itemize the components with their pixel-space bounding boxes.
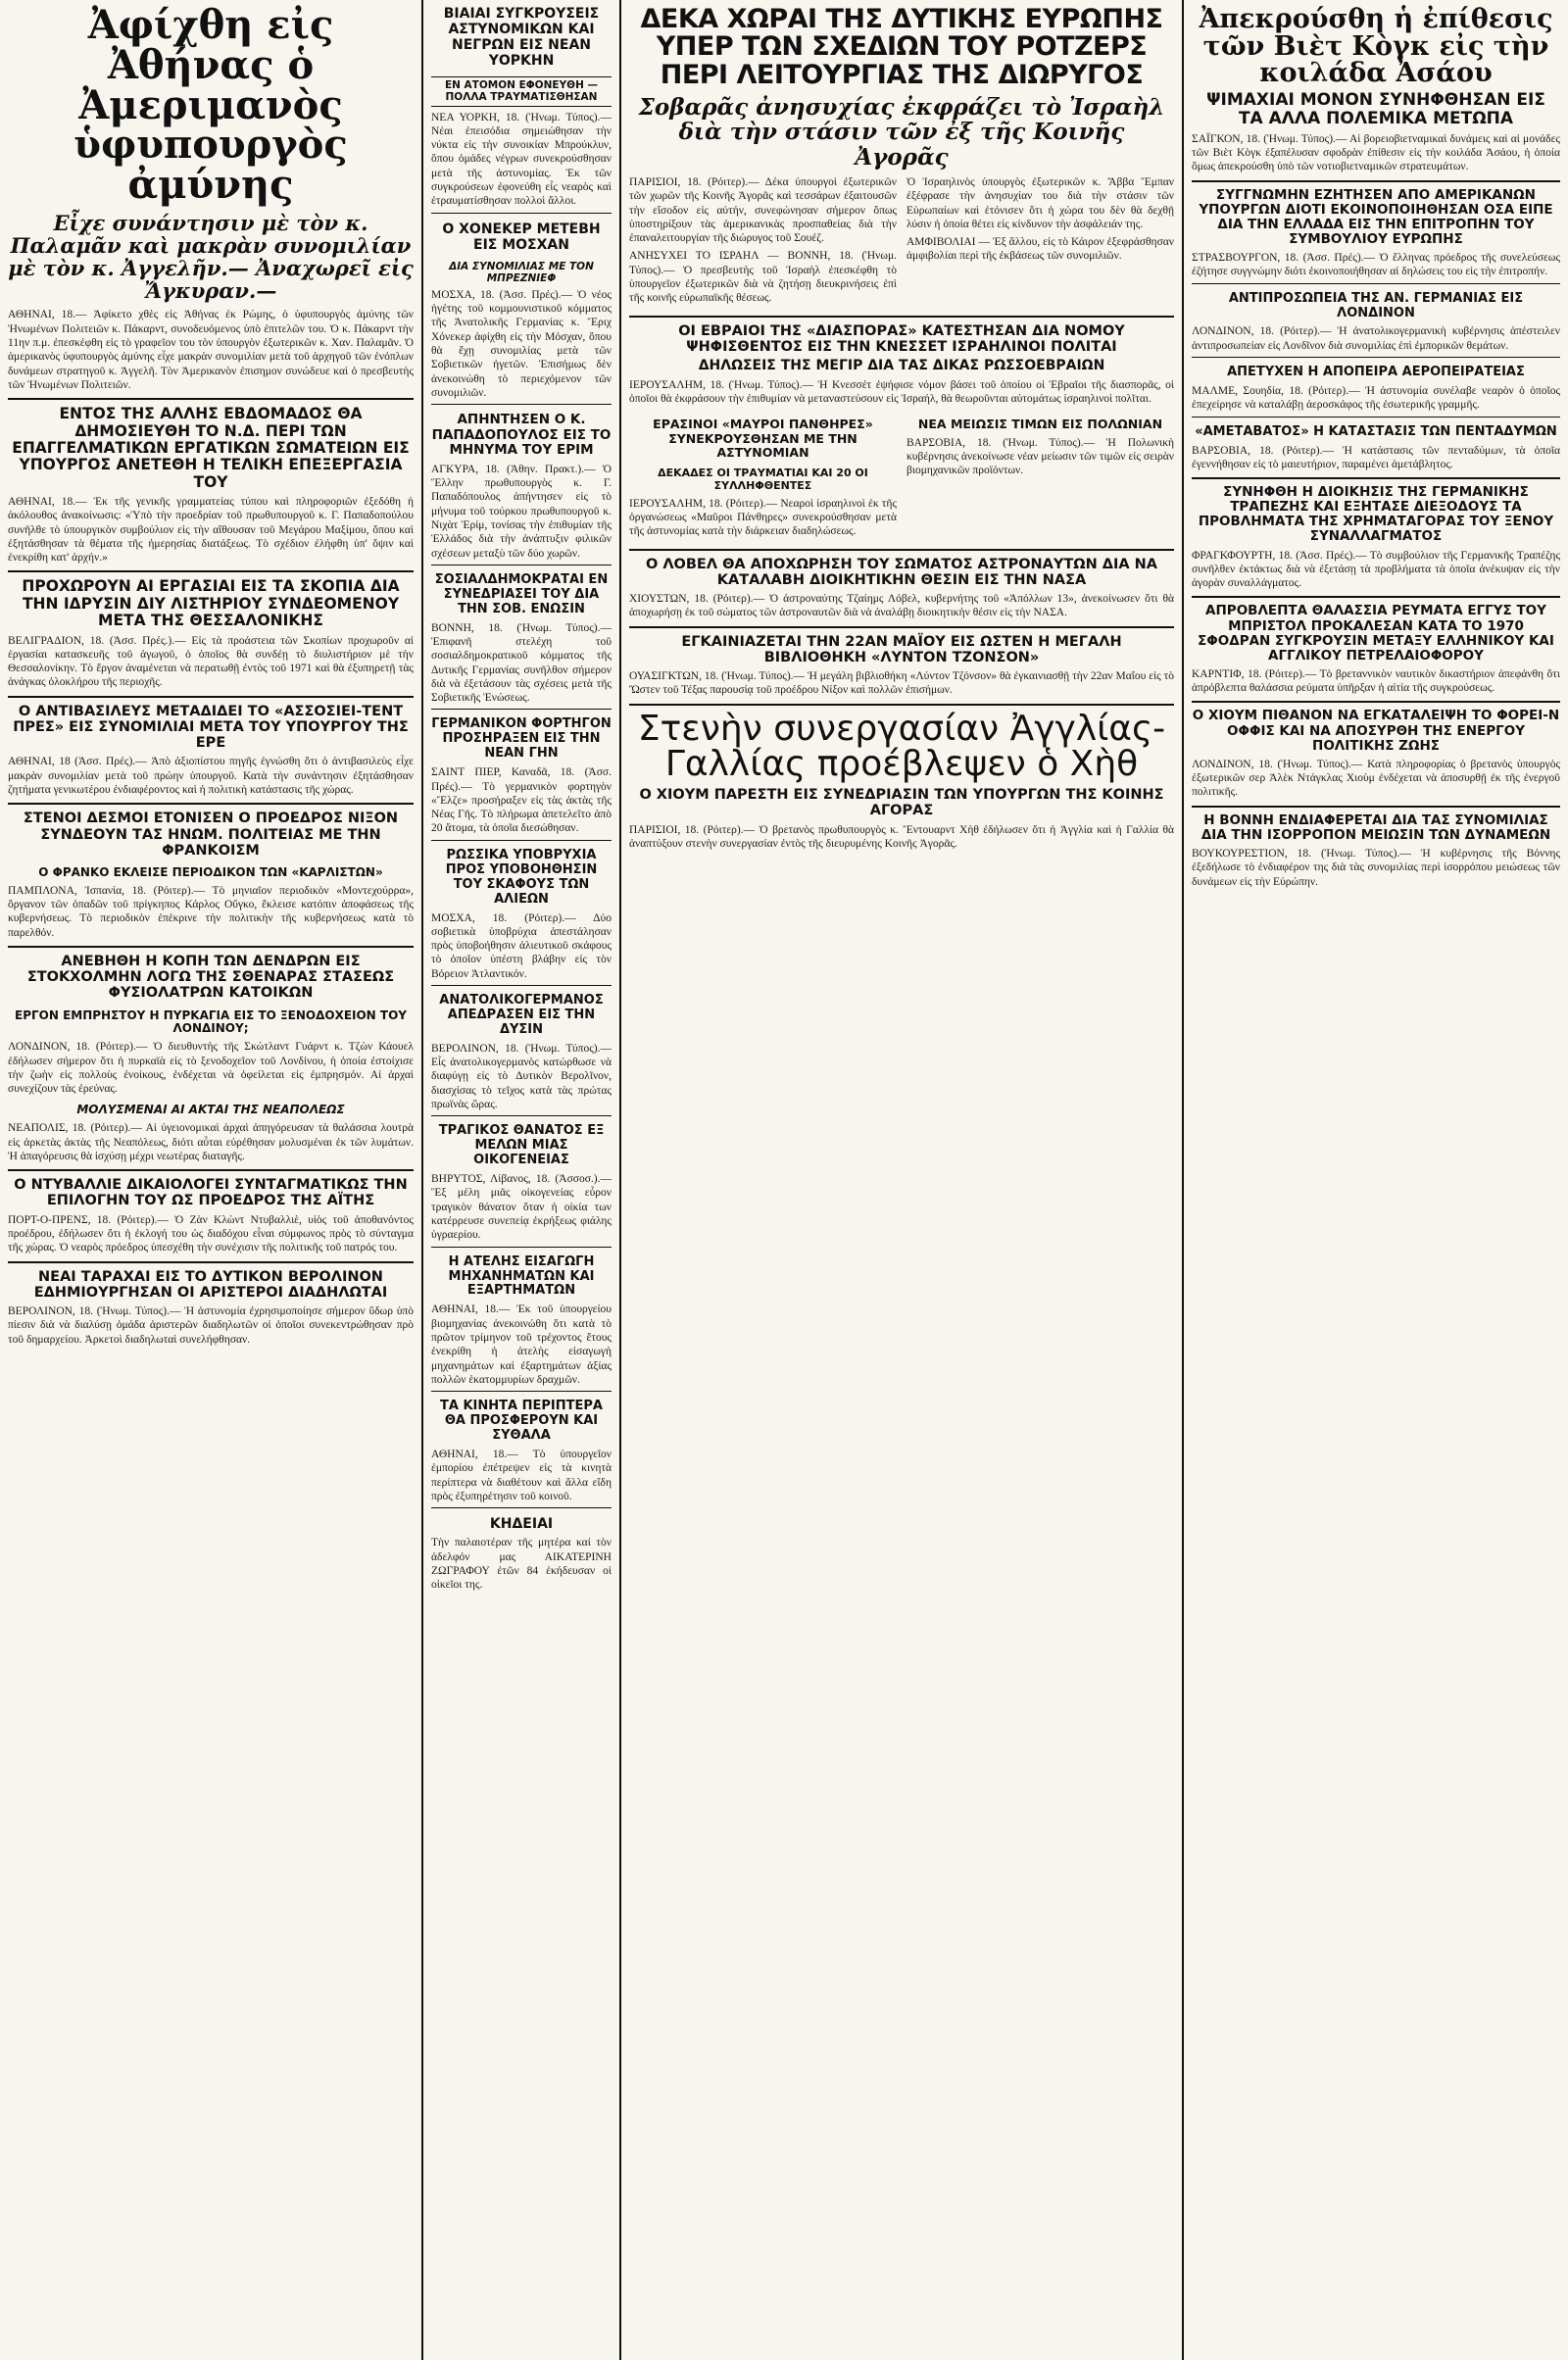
article-body: ΑΝΗΣΥΧΕΙ ΤΟ ΙΣΡΑΗΛ — ΒΟΝΝΗ, 18. (Ἡνωμ. Τύπος).— Ὁ πρεσβευτὴς τοῦ Ἰσραὴλ ἐπεσκέφθη τὸ ὑπουργεῖον ἐξωτερικῶν διὰ νὰ ζητήσῃ διευκρινήσεις ἐπὶ τῆς κοινῆς εὐρωπαϊκῆς θέσεως.: [629, 250, 897, 305]
subcolumn-right: [906, 410, 1174, 542]
headline-stockholm-trees: ΑΝΕΒΗΘΗ Η ΚΟΠΗ ΤΩΝ ΔΕΝΔΡΩΝ ΕΙΣ ΣΤΟΚΧΟΛΜΗΝ ΛΟΓΩ ΤΗΣ ΣΘΕΝΑΡΑΣ ΣΤΑΣΕΩΣ ΦΥΣΙΟΛΑΤΡΩΝ ΚΑΤΟΙΚΩΝ: [26, 953, 395, 1002]
headline-lbj-library: ΕΓΚΑΙΝΙΑΖΕΤΑΙ ΤΗΝ 22ΑΝ ΜΑΪΟΥ ΕΙΣ ΩΣΤΕΝ Η ΜΕΓΑΛΗ ΒΙΒΛΙΟΘΗΚΗ «ΛΥΝΤΟΝ ΤΖΟΝΣΟΝ»: [681, 633, 1122, 665]
divider: [8, 570, 414, 572]
divider: [1192, 180, 1560, 182]
article-body: ΒΕΛΙΓΡΑΔΙΟΝ, 18. (Ἀσσ. Πρές.).— Εἰς τὰ προάστεια τῶν Σκοπίων προχωροῦν αἱ ἐργασίαι κατασκευῆς τοῦ ἀγωγοῦ, ὁ ὁποῖος θὰ συνδέῃ τὸ διυλιστήριον μὲ τὴν Θεσσαλονίκην. Τὸ ἔργον ἀναμένεται νὰ περατωθῇ ἐντὸς τοῦ 1971 καὶ θὰ ἐξυπηρετῇ τὰς ἀνάγκας ὁλοκλήρου τῆς περιοχῆς.: [8, 634, 414, 689]
headline-east-german-delegation: ΑΝΤΙΠΡΟΣΩΠΕΙΑ ΤΗΣ ΑΝ. ΓΕΡΜΑΝΙΑΣ ΕΙΣ ΛΟΝΔΙΝΟΝ: [1228, 290, 1524, 320]
article-body: ΧΙΟΥΣΤΩΝ, 18. (Ρόιτερ).— Ὁ ἀστροναύτης Τζαίημς Λόβελ, κυβερνήτης τοῦ «Ἀπόλλων 13», ἀνεκοίνωσεν ὅτι θὰ ἀποχωρήσῃ ἐκ τοῦ σώματος τῶν ἀστροναυτῶν διὰ νὰ ἀναλάβῃ διοικητικὴν θέσιν εἰς τὴν ΝΑΣΑ.: [629, 593, 1174, 619]
article-body: ΑΘΗΝΑΙ, 18.— Ἐκ τοῦ ὑπουργείου βιομηχανίας ἀνεκοινώθη ὅτι κατὰ τὸ πρῶτον τρίμηνον τοῦ τρέχοντος ἔτους ἐνεκρίθη ἡ ἀτελὴς εἰσαγωγὴ μηχανημάτων καὶ ἐξαρτημάτων ἀξίας πολλῶν ἑκατομμυρίων δραχμῶν.: [431, 1303, 612, 1386]
divider: [629, 549, 1174, 551]
article-body: ΠΑΜΠΛΟΝΑ, Ἰσπανία, 18. (Ρόιτερ).— Τὸ μηνιαῖον περιοδικὸν «Μοντεχούρρα», ὄργανον τῶν ὀπαδῶν τοῦ πρίγκηπος Κάρλος Οὔγκο, ἔκλεισε κατόπιν ἀποφάσεως τῆς κυβερνήσεως. Τὸ περιοδικὸν ἐπέκρινε τὴν πολιτικὴν τῆς κυβερνήσεως κατὰ τὸ παρελθόν.: [8, 884, 414, 939]
divider: [8, 1169, 414, 1171]
article-body: ΒΟΝΝΗ, 18. (Ἡνωμ. Τύπος).— Ἐπιφανῆ στελέχη τοῦ σοσιαλδημοκρατικοῦ κόμματος τῆς Δυτικῆς Γερμανίας συνῆλθον σήμερον διὰ νὰ ἐξετάσουν τὰς σχέσεις μετὰ τῆς Σοβιετικῆς Ἑνώσεως.: [431, 621, 612, 705]
headline-labor-unions: ΕΝΤΟΣ ΤΗΣ ΑΛΛΗΣ ΕΒΔΟΜΑΔΟΣ ΘΑ ΔΗΜΟΣΙΕΥΘΗ ΤΟ Ν.Δ. ΠΕΡΙ ΤΩΝ ΕΠΑΓΓΕΛΜΑΤΙΚΩΝ ΕΡΓΑΤΙΚΩΝ ΣΩΜΑΤΕΙΩΝ ΕΙΣ ΥΠΟΥΡΓΟΣ ΑΝΕΤΕΘΗ Η ΤΕΛΙΚΗ ΕΠΕΞΕΡΓΑΣΙΑ ΤΟΥ: [12, 405, 410, 491]
article-body: ΜΑΛΜΕ, Σουηδία, 18. (Ρόιτερ).— Ἡ ἀστυνομία συνέλαβε νεαρὸν ὁ ὁποῖος ἐπεχείρησε νὰ καταλάβῃ ἀεροσκάφος τῆς ἐσωτερικῆς γραμμῆς.: [1192, 384, 1560, 412]
divider: [629, 626, 1174, 628]
headline-nixon-franco: ΣΤΕΝΟΙ ΔΕΣΜΟΙ ΕΤΟΝΙΣΕΝ Ο ΠΡΟΕΔΡΟΣ ΝΙΞΟΝ ΣΥΝΔΕΟΥΝ ΤΑΣ ΗΝΩΜ. ΠΟΛΙΤΕΙΑΣ ΜΕ ΤΗΝ ΦΡΑΝΚΟΙΣΜ: [23, 811, 399, 859]
article-body: ΜΟΣΧΑ, 18. (Ρόιτερ).— Δύο σοβιετικὰ ὑποβρύχια ἀπεστάλησαν πρὸς ὑποβοήθησιν ἁλιευτικοῦ σκάφους τὸ ὁποῖον ὑπέστη βλάβην εἰς τὸν Βόρειον Ἀτλαντικόν.: [431, 911, 612, 980]
headline-london-hotel-fire: ΕΡΓΟΝ ΕΜΠΡΗΣΤΟΥ Η ΠΥΡΚΑΓΙΑ ΕΙΣ ΤΟ ΞΕΝΟΔΟΧΕΙΟΝ ΤΟΥ ΛΟΝΔΙΝΟΥ;: [15, 1008, 407, 1036]
headline-social-democrats: ΣΟΣΙΑΛΔΗΜΟΚΡΑΤΑΙ ΕΝ ΣΥΝΕΔΡΙΑΣΕΙ ΤΟΥ ΔΙΑ ΤΗΝ ΣΟΒ. ΕΝΩΣΙΝ: [434, 571, 609, 616]
headline-papadopoulos-erim: ΑΠΗΝΤΗΣΕΝ Ο Κ. ΠΑΠΑΔΟΠΟΥΛΟΣ ΕΙΣ ΤΟ ΜΗΝΥΜΑ ΤΟΥ ΕΡΙΜ: [431, 412, 612, 459]
subhead-meir-statements: ΔΗΛΩΣΕΙΣ ΤΗΣ ΜΕΓΙΡ ΔΙΑ ΤΑΣ ΔΙΚΑΣ ΡΩΣΣΟΕΒΡΑΙΩΝ: [698, 358, 1105, 374]
divider: [1192, 357, 1560, 358]
headline-franco-periodical: Ο ΦΡΑΝΚΟ ΕΚΛΕΙΣΕ ΠΕΡΙΟΔΙΚΟΝ ΤΩΝ «ΚΑΡΛΙΣΤΩΝ»: [38, 864, 383, 879]
divider: [8, 696, 414, 698]
article-body: ΙΕΡΟΥΣΑΛΗΜ, 18. (Ἡνωμ. Τύπος).— Ἡ Κνεσσέτ ἐψήφισε νόμον βάσει τοῦ ὁποίου οἱ Ἑβραῖοι τῆς διασπορᾶς, οἱ ὁποῖοι θὰ ἐκφράσουν τὴν ἐπιθυμίαν νὰ μεταναστεύσουν εἰς Ἰσραήλ, θὰ θεωροῦνται αὐτομάτως ἰσραηλινοὶ πολῖται.: [629, 378, 1174, 406]
article-body: ΙΕΡΟΥΣΑΛΗΜ, 18. (Ρόιτερ).— Νεαροὶ ἰσραηλινοὶ ἐκ τῆς ὀργανώσεως «Μαῦροι Πάνθηρες» συνεκρούσθησαν μετὰ τῆς ἀστυνομίας κατὰ τὴν διάρκειαν διαδηλώσεως.: [629, 497, 897, 538]
two-column-body: [629, 410, 1174, 542]
headline-duty-free-imports: Η ΑΤΕΛΗΣ ΕΙΣΑΓΩΓΗ ΜΗΧΑΝΗΜΑΤΩΝ ΚΑΙ ΕΞΑΡΤΗΜΑΤΩΝ: [448, 1254, 595, 1299]
headline-black-panthers: ΕΡΑΣΙΝΟΙ «ΜΑΥΡΟΙ ΠΑΝΘΗΡΕΣ» ΣΥΝΕΚΡΟΥΣΘΗΣΑΝ ΜΕ ΤΗΝ ΑΣΤΥΝΟΜΙΑΝ: [653, 417, 873, 461]
divider: [1192, 806, 1560, 808]
headline-hijack-failed: ΑΠΕΤΥΧΕΝ Η ΑΠΟΠΕΙΡΑ ΑΕΡΟΠΕΙΡΑΤΕΙΑΣ: [1227, 365, 1525, 380]
headline-heath-cooperation: Στενὴν συνεργασίαν Ἀγγλίας-Γαλλίας προέβλεψεν ὁ Χὴθ: [637, 708, 1166, 785]
article-body: ΦΡΑΓΚΦΟΥΡΤΗ, 18. (Ἀσσ. Πρές).— Τὸ συμβούλιον τῆς Γερμανικῆς Τραπέζης συνῆλθεν ἐκτάκτως διὰ νὰ ἐξετάσῃ τὰ προβλήματα τὰ ὁποῖα ἀνέκυψαν εἰς τὴν ἀγορὰν συναλλάγματος.: [1192, 549, 1560, 590]
column-4: [1184, 0, 1568, 2360]
divider: [431, 1247, 612, 1248]
article-body: ΝΕΑ ΥΟΡΚΗ, 18. (Ἡνωμ. Τύπος).— Νέαι ἐπεισόδια σημειώθησαν τὴν νύκτα εἰς τὴν συνοικίαν Μπρούκλυν, ὅπου ὁμάδες νέγρων συνεκρούσθησαν μετὰ τῆς ἀστυνομίας. Ἐκ τῶν συγκρούσεων ἐφονεύθη εἷς νεαρὸς καὶ ἐτραυματίσθησαν πολλοὶ ἄλλοι.: [431, 111, 612, 208]
article-body: ΒΟΥΚΟΥΡΕΣΤΙΟΝ, 18. (Ἡνωμ. Τύπος).— Ἡ κυβέρνησις τῆς Βόννης ἐξεδήλωσε τὸ ἐνδιαφέρον της διὰ τὰς συνομιλίας περὶ ἰσορρόπου μειώσεως τῶν δυνάμεων εἰς τὴν Εὐρώπην.: [1192, 847, 1560, 888]
article-body: ΒΕΡΟΛΙΝΟΝ, 18. (Ἡνωμ. Τύπος).— Εἷς ἀνατολικογερμανὸς κατώρθωσε νὰ διαφύγῃ εἰς τὸ Δυτικὸν Βερολῖνον, διασχίσας τὸ τεῖχος κατὰ τὰς πρώτας πρωϊνὰς ὥρας.: [431, 1042, 612, 1111]
article-body: ΠΑΡΙΣΙΟΙ, 18. (Ρόιτερ).— Ὁ βρετανὸς πρωθυπουργὸς κ. Ἔντουαρντ Χὴθ ἐδήλωσεν ὅτι ἡ Ἀγγλία καὶ ἡ Γαλλία θὰ ἀναπτύξουν στενὴν συνεργασίαν ἐντὸς τῆς διευρυμένης Κοινῆς Ἀγορᾶς.: [629, 823, 1174, 850]
article-body: ΒΑΡΣΟΒΙΑ, 18. (Ἡνωμ. Τύπος).— Ἡ Πολωνικὴ κυβέρνησις ἀνεκοίνωσε νέαν μείωσιν τῶν τιμῶν εἰς σειρὰν βιομηχανικῶν προϊόντων.: [906, 436, 1174, 477]
subhead-injured: ΔΕΚΑΔΕΣ ΟΙ ΤΡΑΥΜΑΤΙΑΙ ΚΑΙ 20 ΟΙ ΣΥΛΛΗΦΘΕΝΤΕΣ: [658, 467, 868, 493]
divider: [1192, 417, 1560, 418]
divider: [431, 709, 612, 710]
headline-funerals: ΚΗΔΕΙΑΙ: [489, 1516, 554, 1533]
headline-vice-regent: Ο ΑΝΤΙΒΑΣΙΛΕΥΣ ΜΕΤΑΔΙΔΕΙ ΤΟ «ΑΣΣΟΣΙΕΙ-ΤΕΝΤ ΠΡΕΣ» ΕΙΣ ΣΥΝΟΜΙΛΙΑΙ ΜΕΤΑ ΤΟΥ ΥΠΟΥΡΓΟΥ ΤΗΣ ΕΡΕ: [13, 703, 409, 752]
headline-soviet-submarines: ΡΩΣΣΙΚΑ ΥΠΟΒΡΥΧΙΑ ΠΡΟΣ ΥΠΟΒΟΗΘΗΣΙΝ ΤΟΥ ΣΚΑΦΟΥΣ ΤΩΝ ΑΛΙΕΩΝ: [445, 847, 598, 907]
divider: [431, 1115, 612, 1116]
divider: [1192, 701, 1560, 703]
divider: [8, 1261, 414, 1263]
headline-viet-cong-repelled: Ἀπεκρούσθη ἡ ἐπίθεσις τῶν Βιὲτ Κὸγκ εἰς τὴν κοιλάδα Ἀσάου: [1199, 4, 1553, 89]
article-body: Τὴν παλαιοτέραν τῆς μητέρα καί τὸν ἀδελφόν μας ΑΙΚΑΤΕΡΙΝΗ ΖΩΓΡΑΦΟΥ ἐτῶν 84 ἐκήδευσαν οἱ οἰκεῖοι της.: [431, 1537, 612, 1592]
article-body: ΛΟΝΔΙΝΟΝ, 18. (Ρόιτερ).— Ὁ διευθυντὴς τῆς Σκώτλαντ Γυάρντ κ. Τζὼν Κάουελ ἐδήλωσεν σήμερον ὅτι ἡ πυρκαϊὰ εἰς τὸ ξενοδοχεῖον τοῦ Λονδίνου, ἡ ὁποία ἐστοίχισε τὴν ζωὴν εἰς πολλοὺς ἐνοίκους, ἐνδέχεται νὰ ὀφείλεται εἰς ἐμπρησμόν. Αἱ ἀρχαὶ συνεχίζουν τὰς ἐρεύνας.: [8, 1041, 414, 1096]
headline-home-foreign-office: Ο ΧΙΟΥΜ ΠΙΘΑΝΟΝ ΝΑ ΕΓΚΑΤΑΛΕΙΨΗ ΤΟ ΦΟΡΕΙ-Ν ΟΦΦΙΣ ΚΑΙ ΝΑ ΑΠΟΣΥΡΘΗ ΤΗΣ ΕΝΕΡΓΟΥ ΠΟΛΙΤΙΚΗΣ ΖΩΗΣ: [1192, 708, 1560, 754]
headline-bristol-tankers: ΑΠΡΟΒΛΕΠΤΑ ΘΑΛΑΣΣΙΑ ΡΕΥΜΑΤΑ ΕΓΓΥΣ ΤΟΥ ΜΠΡΙΣΤΟΛ ΠΡΟΚΑΛΕΣΑΝ ΚΑΤΑ ΤΟ 1970 ΣΦΟΔΡΑΝ ΣΥΓΚΡΟΥΣΙΝ ΜΕΤΑΞΥ ΕΛΛΗΝΙΚΟΥ ΚΑΙ ΑΓΓΛΙΚΟΥ ΠΕΤΡΕΛΑΙΟΦΟΡΟΥ: [1198, 603, 1554, 664]
article-body: ΛΟΝΔΙΝΟΝ, 18. (Ἡνωμ. Τύπος).— Κατὰ πληροφορίας ὁ βρετανὸς ὑπουργὸς ἐξωτερικῶν σερ Ἀλὲκ Ντάγκλας Χιοὺμ ἐνδέχεται νὰ ἀποσυρθῇ ἐκ τῆς ἐνεργοῦ πολιτικῆς.: [1192, 758, 1560, 799]
article-body: ΑΘΗΝΑΙ, 18.— Ἐκ τῆς γενικῆς γραμματείας τύπου καὶ πληροφοριῶν ἐξεδόθη ἡ ἀκόλουθος ἀνακοίνωσις: «Ὑπὸ τὴν προεδρίαν τοῦ πρωθυπουργοῦ κ. Γ. Παπαδοπούλου συνῆλθε τὸ ὑπουργικὸν συμβούλιον εἰς τὴν αἴθουσαν τοῦ Μεγάρου Μαξίμου, ὅπου καὶ ἐξητάσθησαν τὰ θέματα τῆς ἡμερησίας διατάξεως. Τὸ σχέδιον ἐλήφθη ὑπ' ὄψιν καὶ ἐνεκρίθη κατ' ἀρχήν.»: [8, 495, 414, 565]
divider: [629, 316, 1174, 318]
article-body: ΠΑΡΙΣΙΟΙ, 18. (Ρόιτερ).— Δέκα ὑπουργοὶ ἐξωτερικῶν τῶν χωρῶν τῆς Κοινῆς Ἀγορᾶς καὶ τεσσάρων ἐξαιτουσῶν τὴν εἴσοδον εἰς αὐτήν, συνεφώνησαν σήμερον ὅπως ὑποστηρίξουν τὰς ἀμερικανικὰς προσπαθείας διὰ τὴν ἐπαναλειτουργίαν τῆς διώρυγος τοῦ Σουέζ.: [629, 175, 897, 245]
article-body: ΟΥΑΣΙΓΚΤΩΝ, 18. (Ἡνωμ. Τύπος).— Ἡ μεγάλη βιβλιοθήκη «Λύντον Τζόνσον» θὰ ἐγκαινιασθῇ τὴν 22αν Μαΐου εἰς τὸ Ὤστεν τοῦ Τέξας παρουσίᾳ τοῦ προέδρου Νίξον καὶ πολλῶν ἐπισήμων.: [629, 670, 1174, 697]
headline-kiosks: ΤΑ ΚΙΝΗΤΑ ΠΕΡΙΠΤΕΡΑ ΘΑ ΠΡΟΣΦΕΡΟΥΝ ΚΑΙ ΣΥΘΑΛΑ: [440, 1399, 603, 1444]
article-body: ΣΑΙΝΤ ΠΙΕΡ, Καναδᾶ, 18. (Ἀσσ. Πρές).— Τὸ γερμανικὸν φορτηγὸν «Ἔλζε» προσήραξεν εἰς τὰς ἀκτὰς τῆς Νέας Γῆς. Τὸ πλήρωμα ἀπετελεῖτο ἀπὸ 20 ἄτομα, τὰ ὁποῖα διεσώθησαν.: [431, 766, 612, 835]
headline-american-undersecretary: Ἀφίχθη εἰς Ἀθήνας ὁ Ἀμεριμανὸς ὑφυπουργὸς ἀμύνης: [74, 2, 348, 209]
subhead-brezhnev: ΔΙΑ ΣΥΝΟΜΙΛΙΑΣ ΜΕ ΤΟΝ ΜΠΡΕΖΝΙΕΦ: [449, 260, 594, 284]
headline-lovell-nasa: Ο ΛΟΒΕΛ ΘΑ ΑΠΟΧΩΡΗΣΗ ΤΟΥ ΣΩΜΑΤΟΣ ΑΣΤΡΟΝΑΥΤΩΝ ΔΙΑ ΝΑ ΚΑΤΑΛΑΒΗ ΔΙΟΙΚΗΤΙΚΗΝ ΘΕΣΙΝ ΕΙΣ ΤΗΝ ΝΑΣΑ: [645, 556, 1158, 588]
article-body: ΑΓΚΥΡΑ, 18. (Ἀθην. Πρακτ.).— Ὁ Ἕλλην πρωθυπουργὸς κ. Γ. Παπαδόπουλος ἀπήντησεν εἰς τὸ μήνυμα τοῦ τούρκου πρωθυπουργοῦ κ. Νιχὰτ Ἐρίμ, τονίσας τὴν ἐπιθυμίαν τῆς Ἑλλάδος διὰ τὴν ἀνάπτυξιν φιλικῶν σχέσεων μεταξὺ τῶν δύο χωρῶν.: [431, 463, 612, 560]
headline-berlin-riots: ΝΕΑΙ ΤΑΡΑΧΑΙ ΕΙΣ ΤΟ ΔΥΤΙΚΟΝ ΒΕΡΟΛΙΝΟΝ ΕΔΗΜΙΟΥΡΓΗΣΑΝ ΟΙ ΑΡΙΣΤΕΡΟΙ ΔΙΑΔΗΛΩΤΑΙ: [33, 1268, 388, 1301]
article-body: ΜΟΣΧΑ, 18. (Ἀσσ. Πρές).— Ὁ νέος ἡγέτης τοῦ κομμουνιστικοῦ κόμματος τῆς Ἀνατολικῆς Γερμανίας κ. Ἔριχ Χόνεκερ ἀφίχθη εἰς τὴν Μόσχαν, ὅπου θὰ ἔχῃ συνομιλίας μετὰ τῶν Σοβιετικῶν ἡγετῶν. Ἐπισήμως δὲν ἀνεκοινώθη τὸ περιεχόμενον τῶν συνομιλιῶν.: [431, 288, 612, 399]
headline-bonn-force-reduction: Η ΒΟΝΝΗ ΕΝΔΙΑΦΕΡΕΤΑΙ ΔΙΑ ΤΑΣ ΣΥΝΟΜΙΛΙΑΣ ΔΙΑ ΤΗΝ ΙΣΟΡΡΟΠΟΝ ΜΕΙΩΣΙΝ ΤΩΝ ΔΥΝΑΜΕΩΝ: [1200, 811, 1551, 843]
divider: [431, 1507, 612, 1508]
article-body: ΑΘΗΝΑΙ, 18 (Ἀσσ. Πρές).— Ἀπὸ ἀξιοπίστου πηγῆς ἐγνώσθη ὅτι ὁ ἀντιβασιλεὺς εἶχε μακρὰν συνομιλίαν μετὰ τοῦ πρώην ὑπουργοῦ. Κατὰ τὴν συνάντησιν ἐξητάσθησαν ζητήματα γενικωτέρου ἐνδιαφέροντος καὶ ἡ πολιτικὴ κατάστασις τῆς χώρας.: [8, 756, 414, 796]
divider: [8, 803, 414, 805]
headline-skopje-refinery: ΠΡΟΧΩΡΟΥΝ ΑΙ ΕΡΓΑΣΙΑΙ ΕΙΣ ΤΑ ΣΚΟΠΙΑ ΔΙΑ ΤΗΝ ΙΔΡΥΣΙΝ ΔΙΥ ΛΙΣΤΗΡΙΟΥ ΣΥΝΔΕΟΜΕΝΟΥ ΜΕΤΑ ΤΗΣ ΘΕΣΣΑΛΟΝΙΚΗΣ: [22, 577, 400, 630]
divider: [8, 398, 414, 400]
headline-german-freighter: ΓΕΡΜΑΝΙΚΟΝ ΦΟΡΤΗΓΟΝ ΠΡΟΣΗΡΑΞΕΝ ΕΙΣ ΤΗΝ ΝΕΑΝ ΓΗΝ: [431, 716, 612, 762]
subcolumn-right: [906, 175, 1174, 310]
column-1: [0, 0, 421, 2360]
article-body: ΒΑΡΣΟΒΙΑ, 18. (Ρόιτερ).— Ἡ κατάστασις τῶν πενταδύμων, τὰ ὁποῖα ἐγεννήθησαν εἰς τὸ μαιευτήριον, παραμένει ἀμετάβλητος.: [1192, 444, 1560, 470]
article-body: ΑΘΗΝΑΙ, 18.— Τὸ ὑπουργεῖον ἐμπορίου ἐπέτρεψεν εἰς τὰ κινητὰ περίπτερα νὰ διαθέτουν καὶ ἄλλα εἴδη πρὸς ἐξυπηρέτησιν τοῦ κοινοῦ.: [431, 1449, 612, 1502]
article-body: ΑΘΗΝΑΙ, 18.— Ἀφίκετο χθὲς εἰς Ἀθήνας ἐκ Ρώμης, ὁ ὑφυπουργὸς ἀμύνης τῶν Ἡνωμένων Πολιτειῶν κ. Πάκαρντ, συνοδευόμενος ὑπὸ ἐπιτελῶν του. Ὁ κ. Πάκαρντ τὴν 11ην π.μ. ἐπεσκέφθη εἰς τὸ γραφεῖον του τὸν ὑπουργὸν ἐξωτερικῶν κ. Χαν. Παλαμᾶν. Ὁ ἀμερικανὸς ὑφυπουργὸς ἀμύνης εἶχε μακρὰν συνομιλίαν μετὰ τοῦ ἀρχηγοῦ τῶν ἐνόπλων δυνάμεων στρατηγοῦ κ. Ἀγγελῆ. Τὸν Ἀμερικανὸν ἐπισημον συνώδευε καὶ ὁ πρεσβευτὴς τῶν Ἡνωμένων Πολιτειῶν.: [8, 309, 414, 391]
divider: [431, 213, 612, 214]
article-body: ΣΑΪΓΚΟΝ, 18. (Ἡνωμ. Τύπος).— Αἱ βορειοβιετναμικαὶ δυνάμεις καὶ αἱ μονάδες τῶν Βιὲτ Κὸγκ ἐξαπέλυσαν σφοδρὰν ἐπίθεσιν εἰς τὴν κοιλάδα Ἀσάου, ἡ ὁποία ὅμως ἀπεκρούσθη ὑπὸ τῶν νοτιοβιετναμικῶν στρατευμάτων.: [1192, 132, 1560, 173]
divider: [431, 1391, 612, 1392]
article-body: ΚΑΡΝΤΙΦ, 18. (Ρόιτερ).— Τὸ βρεταννικὸν ναυτικὸν δικαστήριον ἀπεφάνθη ὅτι ἀπρόβλεπτα θαλάσσια ρεύματα ὑπῆρξαν ἡ αἰτία τῆς συγκρούσεως.: [1192, 667, 1560, 695]
article-body: ΠΟΡΤ-Ο-ΠΡΕΝΣ, 18. (Ρόιτερ).— Ὁ Ζὰν Κλὼντ Ντυβαλλιὲ, υἱὸς τοῦ ἀποθανόντος προέδρου, ἐδήλωσεν ὅτι ἡ ἐκλογή του ὡς διαδόχου εἶναι σύμφωνος πρὸς τὸ σύνταγμα τῆς χώρας. Ὁ νεαρὸς πρόεδρος ὑπεσχέθη τὴν συνέχισιν τῆς πολιτικῆς τοῦ πατρός του.: [8, 1213, 414, 1254]
deck-palamas-meeting: Εἶχε συνάντησιν μὲ τὸν κ. Παλαμᾶν καὶ μακρὰν συνομιλίαν μὲ τὸν κ. Ἀγγελῆν.— Ἀναχωρεῖ εἰς Ἄγκυραν.—: [8, 210, 414, 304]
article-body: ΣΤΡΑΣΒΟΥΡΓΟΝ, 18. (Ἀσσ. Πρές).— Ὁ ἔλληνας πρόεδρος τῆς συνελεύσεως ἐζήτησε συγγνώμην διότι ἐκοινοποιήθησαν αἱ δηλώσεις του εἰς τὴν ἐπιτροπήν.: [1192, 251, 1560, 278]
subcolumn-left: [629, 410, 897, 542]
deck-skirmishes: ΨΙΜΑΧΙΑΙ ΜΟΝΟΝ ΣΥΝΗΦΘΗΣΑΝ ΕΙΣ ΤΑ ΑΛΛΑ ΠΟΛΕΜΙΚΑ ΜΕΤΩΠΑ: [1206, 89, 1545, 128]
deck-israel-concern: Σοβαρᾶς ἀνησυχίας ἐκφράζει τὸ Ἰσραὴλ διὰ τὴν στάσιν τῶν ἐξ τῆς Κοινῆς Ἀγορᾶς: [638, 94, 1165, 171]
column-2: [423, 0, 619, 2360]
divider: [1192, 477, 1560, 479]
divider: [1192, 596, 1560, 598]
article-body: ΒΕΡΟΛΙΝΟΝ, 18. (Ἡνωμ. Τύπος).— Ἡ ἀστυνομία ἐχρησιμοποίησε σήμερον ὕδωρ ὑπὸ πίεσιν διὰ νὰ διαλύσῃ ὁμάδα ἀριστερῶν διαδηλωτῶν οἱ ὁποῖοι συνεκεντρώθησαν πρὸ τοῦ δημαρχείου. Ἀρκετοὶ διαδηλωταὶ συνελήφθησαν.: [8, 1304, 414, 1346]
headline-honecker: Ο ΧΟΝΕΚΕΡ ΜΕΤΕΒΗ ΕΙΣ ΜΟΣΧΑΝ: [442, 221, 601, 253]
divider: [1192, 283, 1560, 284]
divider: [8, 946, 414, 948]
headline-german-bank: ΣΥΝΗΦΘΗ Η ΔΙΟΙΚΗΣΙΣ ΤΗΣ ΓΕΡΜΑΝΙΚΗΣ ΤΡΑΠΕΖΗΣ ΚΑΙ ΕΞΗΤΑΣΕ ΔΙΕΞΟΔΟΥΣ ΤΑ ΠΡΟΒΛΗΜΑΤΑ ΤΗΣ ΧΡΗΜΑΤΑΓΟΡΑΣ ΤΟΥ ΞΕΝΟΥ ΣΥΝΑΛΛΑΓΜΑΤΟΣ: [1198, 484, 1554, 545]
article-body: ΛΟΝΔΙΝΟΝ, 18. (Ρόιτερ).— Ἡ ἀνατολικογερμανικὴ κυβέρνησις ἀπέστειλεν ἀντιπροσωπείαν εἰς Λονδῖνον διὰ συνομιλίας ἐπὶ ἐμπορικῶν θεμάτων.: [1192, 325, 1560, 352]
article-body: Ὁ Ἰσραηλινὸς ὑπουργὸς ἐξωτερικῶν κ. Ἄββα Ἔμπαν ἐξέφρασε τὴν ἀνησυχίαν του διὰ τὴν στάσιν τῶν Εὐρωπαίων καὶ ἐτόνισεν ὅτι ἡ χώρα του δὲν θὰ δεχθῇ λύσιν ἡ ὁποία θέτει εἰς κίνδυνον τὴν ἀσφάλειάν της.: [906, 175, 1174, 230]
subhead-one-killed: ΕΝ ΑΤΟΜΟΝ ΕΦΟΝΕΥΘΗ — ΠΟΛΛΑ ΤΡΑΥΜΑΤΙΣΘΗΣΑΝ: [431, 76, 612, 106]
divider: [431, 404, 612, 405]
headline-poland-prices: ΝΕΑ ΜΕΙΩΣΙΣ ΤΙΜΩΝ ΕΙΣ ΠΟΛΩΝΙΑΝ: [917, 417, 1163, 432]
headline-duvalier: Ο ΝΤΥΒΑΛΛΙΕ ΔΙΚΑΙΟΛΟΓΕΙ ΣΥΝΤΑΓΜΑΤΙΚΩΣ ΤΗΝ ΕΠΙΛΟΓΗΝ ΤΟΥ ΩΣ ΠΡΟΕΔΡΟΣ ΤΗΣ ΑΪΤΗΣ: [14, 1177, 408, 1209]
column-3: [621, 0, 1182, 2360]
subcolumn-left: [629, 175, 897, 310]
headline-quintuplets: «ΑΜΕΤΑΒΑΤΟΣ» Η ΚΑΤΑΣΤΑΣΙΣ ΤΩΝ ΠΕΝΤΑΔΥΜΩΝ: [1195, 423, 1557, 439]
two-column-body: [629, 175, 1174, 310]
headline-diaspora-jews: ΟΙ ΕΒΡΑΙΟΙ ΤΗΣ «ΔΙΑΣΠΟΡΑΣ» ΚΑΤΕΣΤΗΣΑΝ ΔΙΑ ΝΟΜΟΥ ΨΗΦΙΣΘΕΝΤΟΣ ΕΙΣ ΤΗΝ ΚΝΕΣΣΕΤ ΙΣΡΑΗΛΙΝΟΙ ΠΟΛΙΤΑΙ: [678, 322, 1125, 355]
headline-ny-clashes: ΒΙΑΙΑΙ ΣΥΓΚΡΟΥΣΕΙΣ ΑΣΤΥΝΟΜΙΚΩΝ ΚΑΙ ΝΕΓΡΩΝ ΕΙΣ ΝΕΑΝ ΥΟΡΚΗΝ: [443, 6, 600, 70]
article-body: ΑΜΦΙΒΟΛΙΑΙ — Ἐξ ἄλλου, εἰς τὸ Κάιρον ἐξεφράσθησαν ἀμφιβολίαι περὶ τῆς ἐκβάσεως τῶν συνομιλιῶν.: [906, 236, 1174, 263]
article-body: ΒΗΡΥΤΟΣ, Λίβανος, 18. (Ἀσσοσ.).— Ἓξ μέλη μιᾶς οἰκογενείας εὗρον τραγικὸν θάνατον ὅταν ἡ οἰκία των κατέρρευσε συνεπείᾳ ἐκρήξεως φιάλης ὑγραερίου.: [431, 1173, 612, 1242]
divider: [431, 985, 612, 986]
headline-tragic-death: ΤΡΑΓΙΚΟΣ ΘΑΝΑΤΟΣ ΕΞ ΜΕΛΩΝ ΜΙΑΣ ΟΙΚΟΓΕΝΕΙΑΣ: [438, 1123, 605, 1168]
headline-apology-council-europe: ΣΥΓΓΝΩΜΗΝ ΕΖΗΤΗΣΕΝ ΑΠΟ ΑΜΕΡΙΚΑΝΩΝ ΥΠΟΥΡΓΩΝ ΔΙΟΤΙ ΕΚΟΙΝΟΠΟΙΗΘΗΣΑΝ ΟΣΑ ΕΙΠΕ ΔΙΑ ΤΗΝ ΕΛΛΑΔΑ ΕΙΣ ΤΗΝ ΕΠΙΤΡΟΠΗΝ ΤΟΥ ΣΥΜΒΟΥΛΙΟΥ ΕΥΡΩΠΗΣ: [1199, 186, 1553, 247]
article-body: ΝΕΑΠΟΛΙΣ, 18. (Ρόιτερ).— Αἱ ὑγειονομικαὶ ἀρχαὶ ἀπηγόρευσαν τὰ θαλάσσια λουτρὰ εἰς ἀρκετὰς ἀκτὰς τῆς Νεαπόλεως, διότι αὗται εὑρέθησαν μολυσμέναι ἐκ τῶν λυμάτων. Ἡ ἀπαγόρευσις θὰ ἰσχύσῃ μέχρι νεωτέρας διαταγῆς.: [8, 1122, 414, 1162]
divider: [431, 840, 612, 841]
headline-ten-countries: ΔΕΚΑ ΧΩΡΑΙ ΤΗΣ ΔΥΤΙΚΗΣ ΕΥΡΩΠΗΣ ΥΠΕΡ ΤΩΝ ΣΧΕΔΙΩΝ ΤΟΥ ΡΟΤΖΕΡΣ ΠΕΡΙ ΛΕΙΤΟΥΡΓΙΑΣ ΤΗΣ ΔΙΩΡΥΓΟΣ: [640, 4, 1163, 90]
headline-naples-beaches: ΜΟΛΥΣΜΕΝΑΙ ΑΙ ΑΚΤΑΙ ΤΗΣ ΝΕΑΠΟΛΕΩΣ: [76, 1103, 345, 1117]
subhead-home-common-market: Ο ΧΙΟΥΜ ΠΑΡΕΣΤΗ ΕΙΣ ΣΥΝΕΔΡΙΑΣΙΝ ΤΩΝ ΥΠΟΥΡΓΩΝ ΤΗΣ ΚΟΙΝΗΣ ΑΓΟΡΑΣ: [639, 787, 1164, 819]
divider: [629, 704, 1174, 706]
headline-east-german-escape: ΑΝΑΤΟΛΙΚΟΓΕΡΜΑΝΟΣ ΑΠΕΔΡΑΣΕΝ ΕΙΣ ΤΗΝ ΔΥΣΙΝ: [439, 993, 604, 1037]
